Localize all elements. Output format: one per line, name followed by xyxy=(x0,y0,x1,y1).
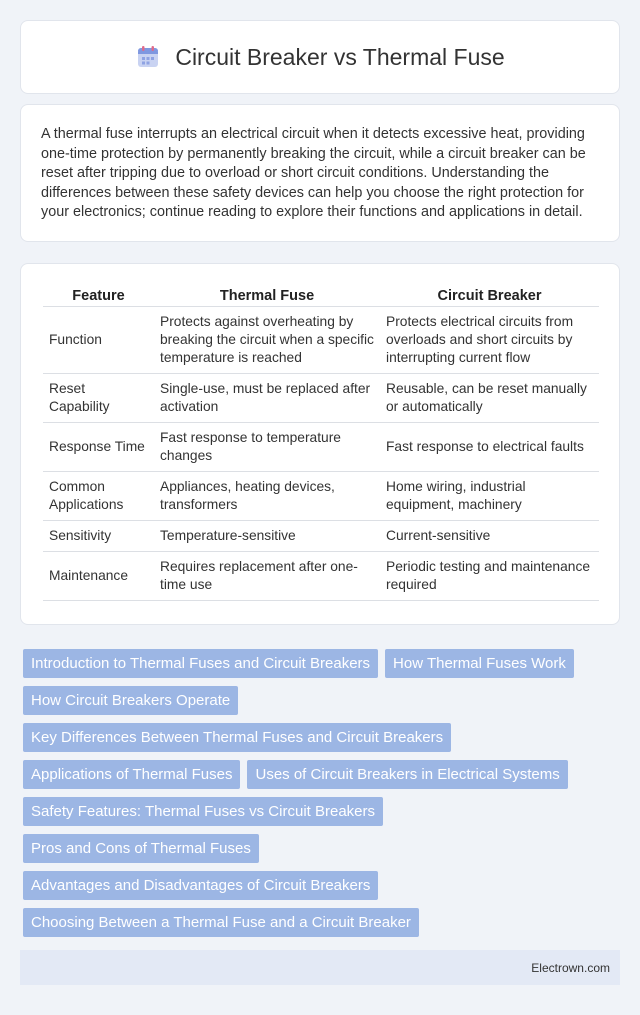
table-cell: Home wiring, industrial equipment, machinery xyxy=(380,472,599,521)
table-cell-feature: Common Applications xyxy=(43,472,154,521)
table-cell: Requires replacement after one-time use xyxy=(154,552,380,601)
table-cell: Appliances, heating devices, transformers xyxy=(154,472,380,521)
topic-link[interactable]: Pros and Cons of Thermal Fuses xyxy=(23,834,259,863)
comparison-table xyxy=(43,279,599,601)
table-cell-feature: Sensitivity xyxy=(43,521,154,552)
table-cell: Periodic testing and maintenance required xyxy=(380,552,599,601)
title-row xyxy=(135,44,504,71)
table-cell: Protects electrical circuits from overloads and short circuits by interrupting current flow xyxy=(380,307,599,374)
table-cell-feature: Maintenance xyxy=(43,552,154,601)
page-title: Circuit Breaker vs Thermal Fuse xyxy=(175,43,505,70)
table-cell: Current-sensitive xyxy=(380,521,599,552)
table-header-row xyxy=(43,279,599,307)
table-row xyxy=(43,521,599,552)
table-header-cell: Feature xyxy=(43,279,154,307)
title-card xyxy=(20,20,620,94)
table-cell: Protects against overheating by breaking the circuit when a specific temperature is reached xyxy=(154,307,380,374)
footer xyxy=(20,950,620,985)
topic-link[interactable]: How Circuit Breakers Operate xyxy=(23,686,238,715)
table-cell-feature: Response Time xyxy=(43,423,154,472)
table-cell-feature: Reset Capability xyxy=(43,374,154,423)
table-cell: Fast response to electrical faults xyxy=(380,423,599,472)
table-header-cell: Thermal Fuse xyxy=(154,279,380,307)
topic-link[interactable]: Choosing Between a Thermal Fuse and a Circuit Breaker xyxy=(23,908,419,937)
comparison-table-card xyxy=(20,263,620,625)
topic-link[interactable]: Introduction to Thermal Fuses and Circuit Breakers xyxy=(23,649,378,678)
topic-links xyxy=(23,649,617,937)
table-cell: Reusable, can be reset manually or automatically xyxy=(380,374,599,423)
topic-link[interactable]: Advantages and Disadvantages of Circuit Breakers xyxy=(23,871,378,900)
table-cell-feature: Function xyxy=(43,307,154,374)
table-cell: Fast response to temperature changes xyxy=(154,423,380,472)
table-row xyxy=(43,472,599,521)
topic-link[interactable]: Applications of Thermal Fuses xyxy=(23,760,240,789)
intro-card xyxy=(20,104,620,242)
calendar-icon xyxy=(135,44,161,70)
footer-site-name: Electrown.com xyxy=(531,960,610,975)
table-header-cell: Circuit Breaker xyxy=(380,279,599,307)
topic-link[interactable]: Safety Features: Thermal Fuses vs Circuit Breakers xyxy=(23,797,383,826)
topic-link[interactable]: Uses of Circuit Breakers in Electrical Systems xyxy=(247,760,567,789)
topic-link[interactable]: Key Differences Between Thermal Fuses and Circuit Breakers xyxy=(23,723,451,752)
table-cell: Single-use, must be replaced after activation xyxy=(154,374,380,423)
table-row xyxy=(43,307,599,374)
intro-paragraph: A thermal fuse interrupts an electrical circuit when it detects excessive heat, providing one-time protection by permanently breaking the circuit, while a circuit breaker can be reset after tripping due to overload or short circuit conditions. Understanding the differences between these safety devices can help you choose the right protection for your electronics; continue reading to explore their functions and applications in detail. xyxy=(41,126,586,220)
table-row xyxy=(43,374,599,423)
table-row xyxy=(43,423,599,472)
table-cell: Temperature-sensitive xyxy=(154,521,380,552)
table-row xyxy=(43,552,599,601)
topic-link[interactable]: How Thermal Fuses Work xyxy=(385,649,574,678)
